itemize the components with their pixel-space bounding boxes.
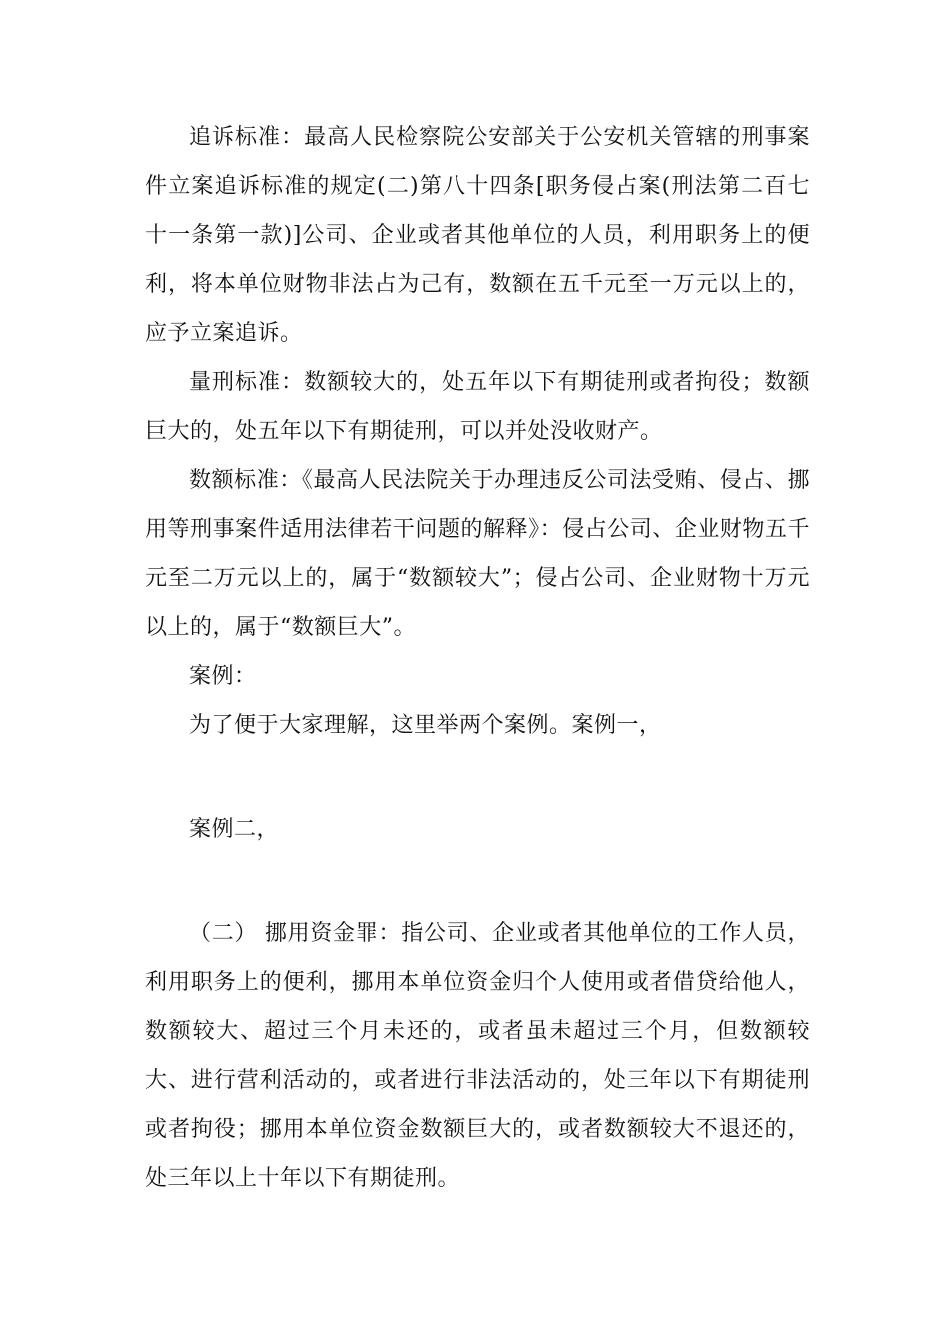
paragraph-cases-heading: 案例： bbox=[189, 664, 257, 689]
paragraph-case-two: 案例二， bbox=[189, 817, 280, 842]
paragraph-sentencing-standard: 量刑标准：数额较大的，处五年以下有期徒刑或者拘役；数额巨大的，处五年以下有期徒刑，可以并处没收财产。 bbox=[145, 370, 810, 444]
paragraph-case-intro: 为了便于大家理解，这里举两个案例。案例一， bbox=[189, 713, 662, 738]
blank-space bbox=[145, 750, 810, 805]
blank-space bbox=[145, 854, 810, 909]
paragraph-amount-standard: 数额标准：《最高人民法院关于办理违反公司法受贿、侵占、挪用等刑事案件适用法律若干问题的解释》：侵占公司、企业财物五千元至二万元以上的，属于“数额较大”；侵占公司、企业财物十万元以上的，属于“数额巨大”。 bbox=[145, 468, 810, 640]
paragraph-misappropriation-crime: （二） 挪用资金罪：指公司、企业或者其他单位的工作人员，利用职务上的便利，挪用本单位资金归个人使用或者借贷给他人，数额较大、超过三个月未还的，或者虽未超过三个月，但数额较大、进行营利活动的，或者进行非法活动的，处三年以下有期徒刑或者拘役；挪用本单位资金数额巨大的，或者数额较大不退还的，处三年以上十年以下有期徒刑。 bbox=[145, 921, 810, 1191]
document-body bbox=[145, 113, 810, 1203]
paragraph-prosecution-standard: 追诉标准：最高人民检察院公安部关于公安机关管辖的刑事案件立案追诉标准的规定(二)第八十四条[职务侵占案(刑法第二百七十一条第一款)]公司、企业或者其他单位的人员，利用职务上的便利，将本单位财物非法占为己有，数额在五千元至一万元以上的，应予立案追诉。 bbox=[145, 125, 810, 346]
